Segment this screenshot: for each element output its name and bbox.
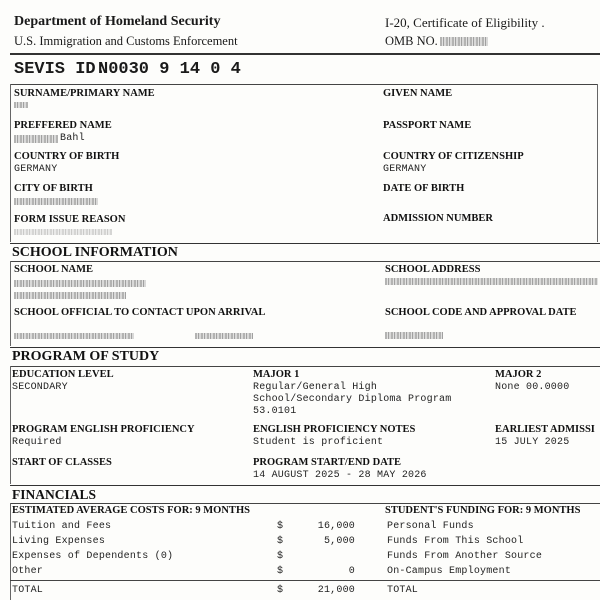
major1-line-3: 53.0101: [253, 406, 297, 417]
financials-section-title: FINANCIALS: [12, 487, 97, 502]
country-of-birth-label: COUNTRY OF BIRTH: [14, 151, 120, 162]
admission-number-label: ADMISSION NUMBER: [383, 213, 493, 224]
major2-value: None 00.0000: [495, 382, 570, 393]
funding-source: On-Campus Employment: [387, 566, 512, 577]
financials-box-top: [10, 503, 600, 504]
school-code-label: SCHOOL CODE AND APPROVAL DATE: [385, 307, 577, 318]
start-of-classes-label: START OF CLASSES: [12, 457, 112, 468]
surname-label: SURNAME/PRIMARY NAME: [14, 88, 155, 99]
english-notes-value: Student is proficient: [253, 437, 384, 448]
surname-redacted: [14, 102, 28, 108]
sevis-id-label: SEVIS ID:: [14, 60, 106, 79]
earliest-admission-label: EARLIEST ADMISSI: [495, 424, 595, 435]
preferred-name-value: Bahl: [60, 133, 85, 144]
date-of-birth-label: DATE OF BIRTH: [383, 183, 465, 194]
cost-amount: 0: [348, 566, 355, 577]
citizenship-label: COUNTRY OF CITIZENSHIP: [383, 151, 524, 162]
major1-line-1: Regular/General High: [253, 382, 378, 393]
financials-section-divider: [10, 485, 600, 486]
agency-name: Department of Homeland Security: [14, 14, 221, 29]
student-box-left: [10, 84, 11, 242]
cost-amount: 5,000: [323, 536, 355, 547]
cost-label: Other: [12, 566, 44, 577]
program-box-top: [10, 366, 600, 367]
cost-currency: $: [277, 521, 284, 532]
student-box-right: [597, 84, 598, 242]
country-of-birth-value: GERMANY: [14, 164, 58, 175]
form-issue-reason-label: FORM ISSUE REASON: [14, 214, 126, 225]
school-official-label: SCHOOL OFFICIAL TO CONTACT UPON ARRIVAL: [14, 307, 266, 318]
english-proficiency-label: PROGRAM ENGLISH PROFICIENCY: [12, 424, 195, 435]
program-box-left: [10, 366, 11, 484]
school-name-redacted-1: [14, 280, 146, 287]
school-box-top: [10, 261, 600, 262]
form-title: I-20, Certificate of Eligibility .: [385, 15, 545, 30]
education-level-label: EDUCATION LEVEL: [12, 369, 114, 380]
program-dates-label: PROGRAM START/END DATE: [253, 457, 401, 468]
cost-currency: $: [277, 551, 284, 562]
funding-source: Funds From Another Source: [387, 551, 543, 562]
program-section-title: PROGRAM OF STUDY: [12, 349, 160, 364]
school-code-redacted: [385, 332, 443, 339]
cost-currency: $: [277, 566, 284, 577]
cost-label: Living Expenses: [12, 536, 106, 547]
program-dates-value: 14 AUGUST 2025 - 28 MAY 2026: [253, 470, 427, 481]
costs-header: ESTIMATED AVERAGE COSTS FOR: 9 MONTHS: [12, 505, 250, 516]
cost-label: Tuition and Fees: [12, 521, 112, 532]
subagency-name: U.S. Immigration and Customs Enforcement: [14, 34, 238, 48]
student-box-top: [10, 84, 598, 85]
school-address-redacted: [385, 278, 598, 285]
program-section-divider: [10, 347, 600, 348]
omb-number-label: OMB NO.: [385, 34, 438, 48]
funding-source: Funds From This School: [387, 536, 524, 547]
funding-source: Personal Funds: [387, 521, 474, 532]
omb-number-redacted: [440, 37, 488, 46]
costs-total-label: TOTAL: [12, 585, 44, 596]
header-divider: [10, 53, 600, 55]
financials-box-left: [10, 503, 11, 600]
major1-label: MAJOR 1: [253, 369, 300, 380]
preferred-name-label: PREFFERED NAME: [14, 120, 112, 131]
earliest-admission-value: 15 JULY 2025: [495, 437, 570, 448]
city-of-birth-label: CITY OF BIRTH: [14, 183, 93, 194]
city-of-birth-redacted: [14, 198, 98, 205]
totals-divider: [10, 580, 600, 581]
school-official-phone-redacted: [195, 333, 253, 339]
passport-name-label: PASSPORT NAME: [383, 120, 472, 131]
cost-currency: $: [277, 536, 284, 547]
english-proficiency-value: Required: [12, 437, 62, 448]
school-address-label: SCHOOL ADDRESS: [385, 264, 481, 275]
school-box-left: [10, 261, 11, 346]
funding-total-label: TOTAL: [387, 585, 419, 596]
given-name-label: GIVEN NAME: [383, 88, 453, 99]
form-issue-reason-redacted: [14, 229, 112, 235]
costs-total-amount: 21,000: [317, 585, 355, 596]
school-name-label: SCHOOL NAME: [14, 264, 94, 275]
major1-line-2: School/Secondary Diploma Program: [253, 394, 452, 405]
school-section-divider: [10, 243, 600, 244]
sevis-id-value: N0030 9 14 0 4: [98, 60, 241, 79]
school-name-redacted-2: [14, 292, 126, 299]
school-official-redacted: [14, 333, 134, 339]
preferred-name-redacted: [14, 135, 58, 143]
citizenship-value: GERMANY: [383, 164, 427, 175]
costs-total-currency: $: [277, 585, 284, 596]
funding-header: STUDENT'S FUNDING FOR: 9 MONTHS: [385, 505, 581, 516]
major2-label: MAJOR 2: [495, 369, 542, 380]
cost-label: Expenses of Dependents (0): [12, 551, 174, 562]
english-notes-label: ENGLISH PROFICIENCY NOTES: [253, 424, 416, 435]
cost-amount: 16,000: [317, 521, 355, 532]
school-section-title: SCHOOL INFORMATION: [12, 245, 178, 260]
education-level-value: SECONDARY: [12, 382, 68, 393]
